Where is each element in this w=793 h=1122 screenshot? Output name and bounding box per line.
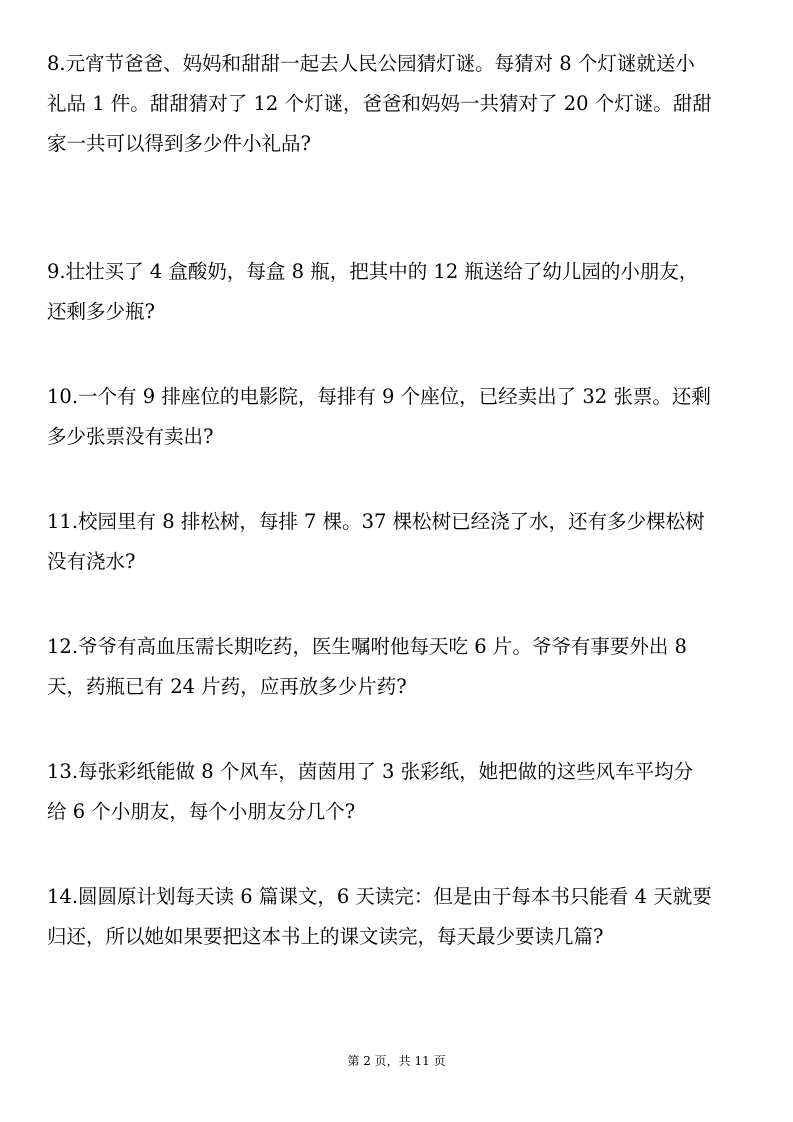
question-line: 11.校园里有 8 排松树，每排 7 棵。37 棵松树已经浇了水，还有多少棵松树	[47, 510, 705, 533]
question-line: 天，药瓶已有 24 片药，应再放多少片药?	[47, 675, 407, 698]
question-line: 还剩多少瓶?	[47, 300, 155, 323]
question-line: 礼品 1 件。甜甜猜对了 12 个灯谜，爸爸和妈妈一共猜对了 20 个灯谜。甜甜	[47, 92, 712, 115]
question-line: 14.圆圆原计划每天读 6 篇课文，6 天读完：但是由于每本书只能看 4 天就要	[47, 885, 712, 908]
question-line: 8.元宵节爸爸、妈妈和甜甜一起去人民公园猜灯谜。每猜对 8 个灯谜就送小	[47, 52, 695, 75]
question-12	[47, 627, 749, 707]
question-10	[47, 377, 749, 457]
question-line: 没有浇水?	[47, 550, 136, 573]
question-13	[47, 752, 749, 832]
question-line: 13.每张彩纸能做 8 个风车，茵茵用了 3 张彩纸，她把做的这些风车平均分	[47, 760, 694, 783]
question-line: 家一共可以得到多少件小礼品?	[47, 132, 311, 155]
question-8	[47, 44, 749, 164]
question-11	[47, 502, 749, 582]
question-line: 给 6 个小朋友，每个小朋友分几个?	[47, 800, 356, 823]
question-line: 9.壮壮买了 4 盒酸奶，每盒 8 瓶，把其中的 12 瓶送给了幼儿园的小朋友，	[47, 260, 699, 283]
question-line: 多少张票没有卖出?	[47, 425, 214, 448]
question-line: 归还，所以她如果要把这本书上的课文读完，每天最少要读几篇?	[47, 925, 604, 948]
question-9	[47, 252, 749, 332]
question-14	[47, 877, 749, 957]
question-line: 10.一个有 9 排座位的电影院，每排有 9 个座位，已经卖出了 32 张票。还剩	[47, 385, 711, 408]
page-footer: 第 2 页，共 11 页	[347, 1054, 446, 1068]
question-line: 12.爷爷有高血压需长期吃药，医生嘱咐他每天吃 6 片。爷爷有事要外出 8	[47, 635, 687, 658]
